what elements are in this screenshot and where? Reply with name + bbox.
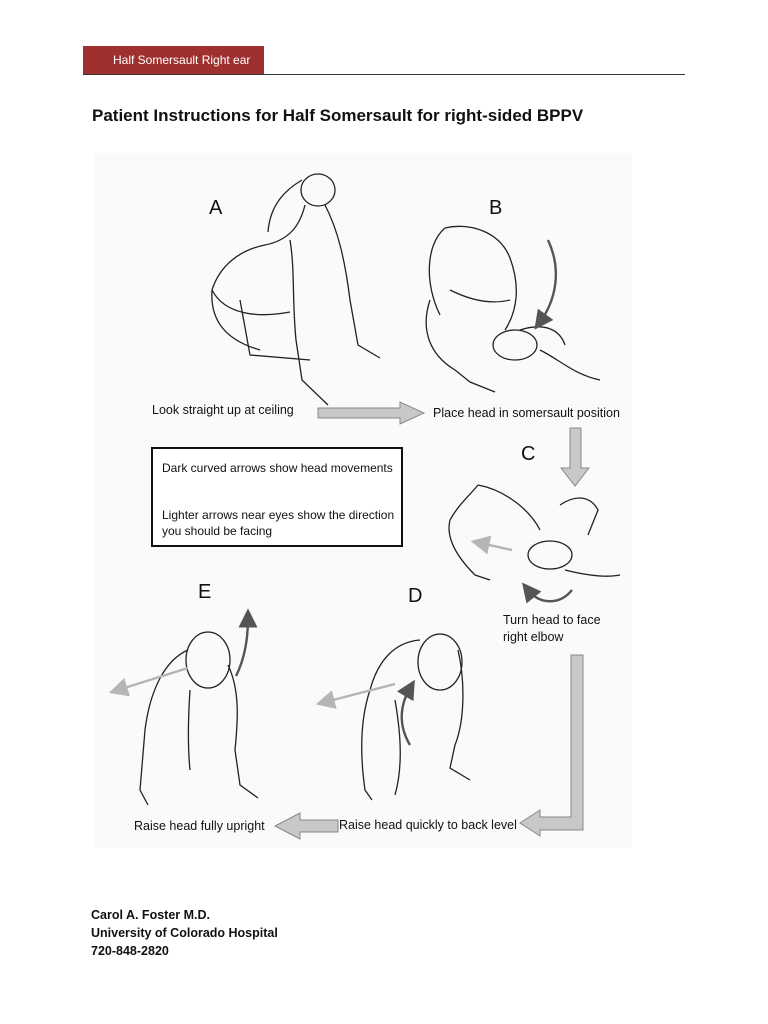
step-a-caption: Look straight up at ceiling <box>152 403 294 417</box>
legend-line-facing-direction: Lighter arrows near eyes show the direction <box>162 508 395 522</box>
gaze-arrow-d <box>325 684 395 702</box>
page-title: Patient Instructions for Half Somersault for right-sided BPPV <box>92 106 584 125</box>
flow-arrow-a-to-b <box>318 402 424 424</box>
step-a-letter: A <box>209 197 223 219</box>
step-d-letter: D <box>408 585 423 607</box>
header-tab-label: Half Somersault Right ear <box>113 53 251 67</box>
step-b-letter: B <box>489 197 503 219</box>
head-movement-arrow-d <box>402 688 410 745</box>
head-movement-arrow-b <box>540 240 556 322</box>
figure-d-person <box>362 634 470 800</box>
figure-a-person <box>212 174 380 405</box>
footer-institution: University of Colorado Hospital <box>91 926 278 940</box>
figure-e-person <box>140 632 258 805</box>
header-tab <box>83 46 264 75</box>
step-c-caption-line2: right elbow <box>503 630 564 644</box>
step-e-caption: Raise head fully upright <box>134 819 265 833</box>
head-movement-arrow-e <box>236 618 248 676</box>
flow-arrow-c-to-d <box>520 655 583 836</box>
step-b-caption: Place head in somersault position <box>433 406 620 420</box>
header-divider <box>83 74 685 75</box>
step-c-letter: C <box>521 443 536 465</box>
footer-phone: 720-848-2820 <box>91 944 169 958</box>
legend-line-facing-direction-cont: you should be facing <box>162 524 273 538</box>
footer-author: Carol A. Foster M.D. <box>91 908 210 922</box>
flow-arrow-b-to-c <box>561 428 589 486</box>
gaze-arrow-c <box>480 543 512 550</box>
legend-line-head-movements: Dark curved arrows show head movements <box>162 461 393 475</box>
step-e-letter: E <box>198 581 212 603</box>
step-d-caption: Raise head quickly to back level <box>339 818 517 832</box>
gaze-arrow-e <box>118 668 188 690</box>
legend-box <box>151 447 403 547</box>
figure-c-person <box>449 485 620 580</box>
figure-b-person <box>426 226 600 392</box>
flow-arrow-d-to-e <box>275 813 338 839</box>
head-movement-arrow-c <box>528 590 572 601</box>
step-c-caption-line1: Turn head to face <box>503 613 601 627</box>
